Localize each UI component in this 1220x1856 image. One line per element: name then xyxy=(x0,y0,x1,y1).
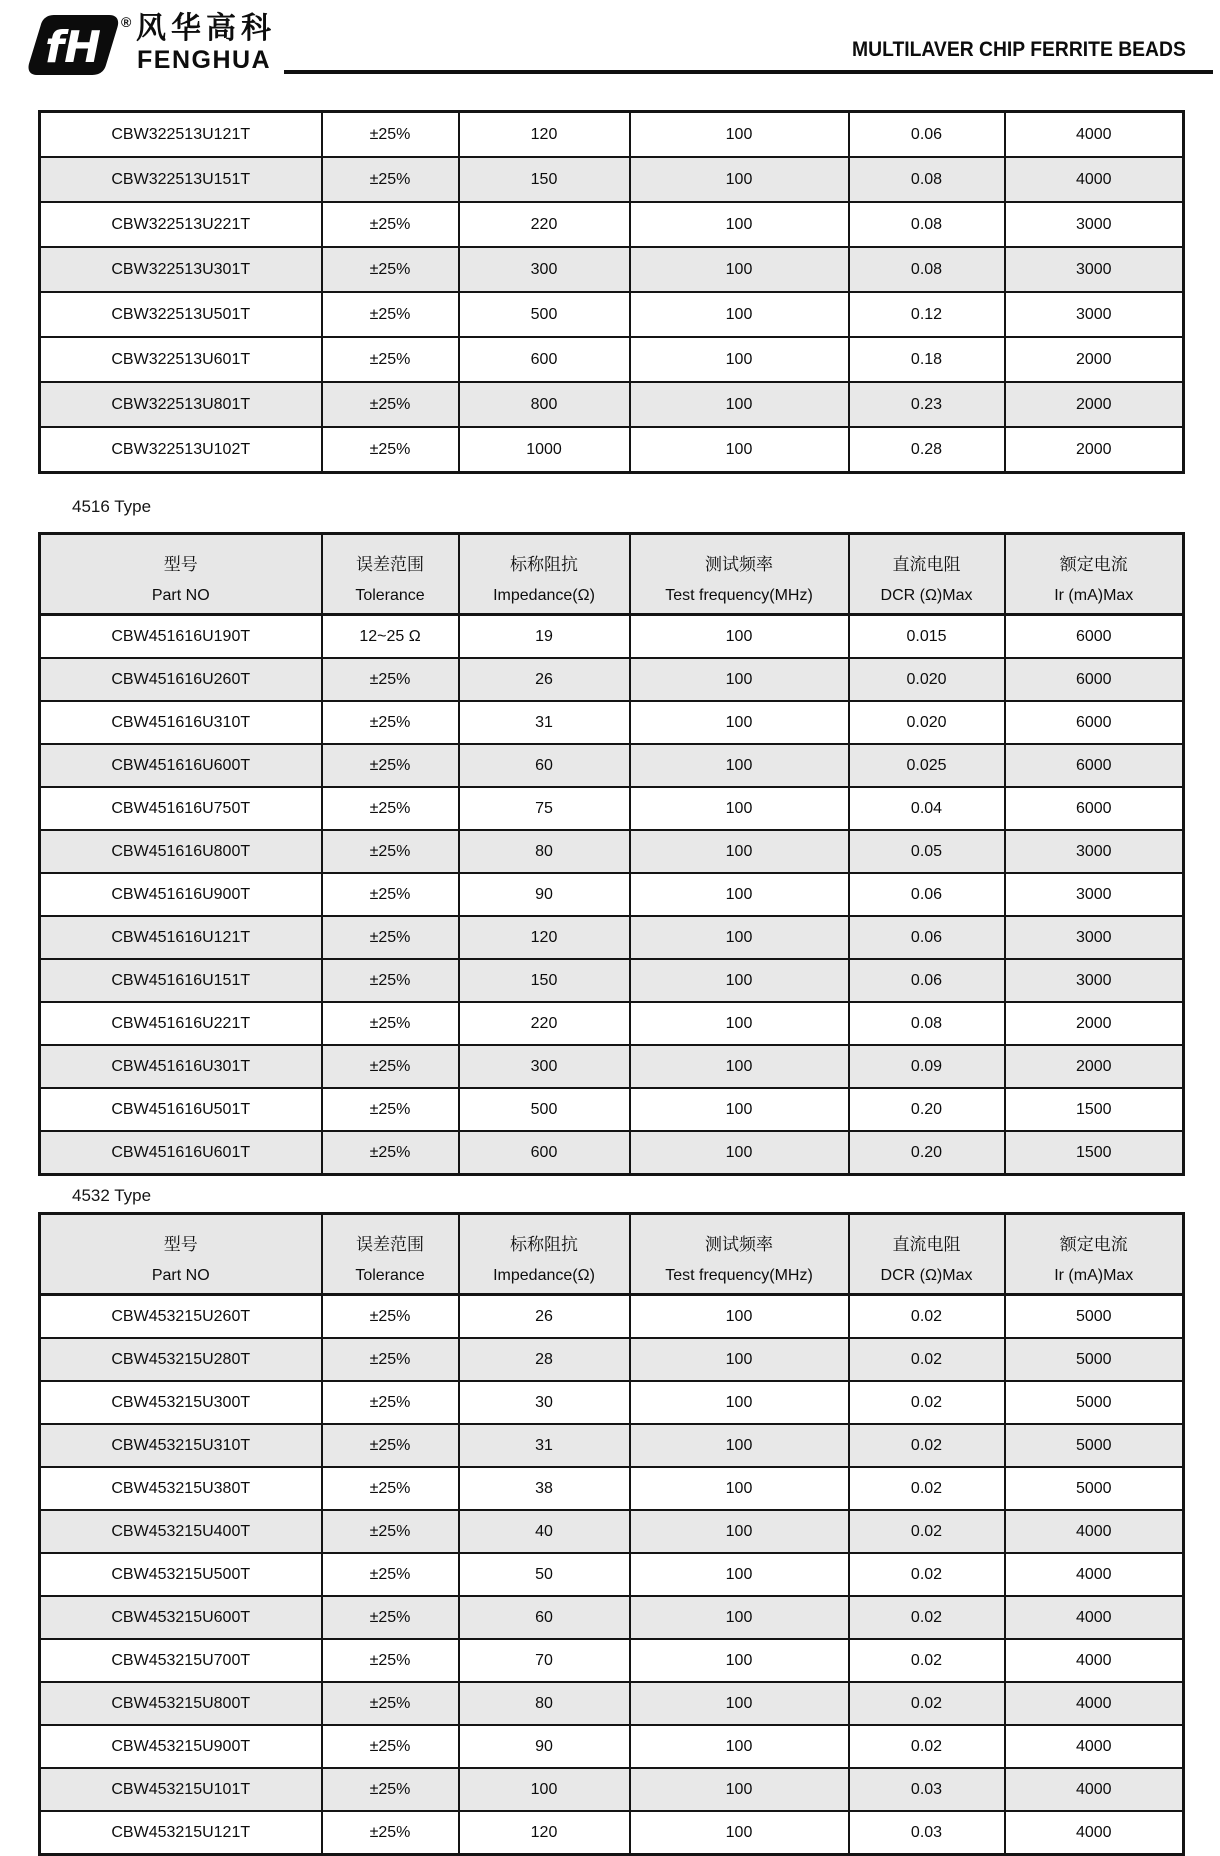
column-header-english: Impedance(Ω) xyxy=(493,586,595,604)
cell-dcr: 0.020 xyxy=(849,658,1005,701)
cell-ir: 4000 xyxy=(1005,1768,1184,1811)
cell-tolerance: ±25% xyxy=(322,1381,459,1424)
column-header-chinese: 直流电阻 xyxy=(892,1234,961,1254)
cell-tolerance: ±25% xyxy=(322,873,459,916)
cell-freq: 100 xyxy=(630,1682,849,1725)
fenghua-logo-icon xyxy=(28,12,120,78)
cell-ir: 6000 xyxy=(1005,615,1184,659)
cell-ir: 3000 xyxy=(1005,292,1184,337)
cell-dcr: 0.20 xyxy=(849,1131,1005,1175)
cell-impedance: 31 xyxy=(459,701,630,744)
spec-table-4516 xyxy=(38,532,1185,1176)
table-row xyxy=(40,658,1184,701)
cell-ir: 6000 xyxy=(1005,701,1184,744)
cell-part: CBW451616U221T xyxy=(40,1002,322,1045)
cell-freq: 100 xyxy=(630,247,849,292)
cell-tolerance: ±25% xyxy=(322,1596,459,1639)
cell-dcr: 0.28 xyxy=(849,427,1005,473)
cell-freq: 100 xyxy=(630,959,849,1002)
cell-freq: 100 xyxy=(630,382,849,427)
cell-freq: 100 xyxy=(630,1002,849,1045)
cell-ir: 5000 xyxy=(1005,1381,1184,1424)
cell-impedance: 60 xyxy=(459,744,630,787)
cell-freq: 100 xyxy=(630,1596,849,1639)
cell-dcr: 0.015 xyxy=(849,615,1005,659)
table-row xyxy=(40,1424,1184,1467)
table-row xyxy=(40,615,1184,659)
cell-tolerance: ±25% xyxy=(322,916,459,959)
cell-freq: 100 xyxy=(630,873,849,916)
cell-impedance: 300 xyxy=(459,247,630,292)
table-row xyxy=(40,830,1184,873)
cell-freq: 100 xyxy=(630,1381,849,1424)
cell-dcr: 0.04 xyxy=(849,787,1005,830)
cell-dcr: 0.06 xyxy=(849,916,1005,959)
cell-dcr: 0.08 xyxy=(849,1002,1005,1045)
spec-table-3225-continued xyxy=(38,110,1185,474)
column-header-impedance xyxy=(459,534,630,615)
cell-part: CBW453215U700T xyxy=(40,1639,322,1682)
table-row xyxy=(40,1596,1184,1639)
cell-tolerance: ±25% xyxy=(322,157,459,202)
cell-freq: 100 xyxy=(630,1510,849,1553)
cell-dcr: 0.02 xyxy=(849,1682,1005,1725)
cell-dcr: 0.02 xyxy=(849,1295,1005,1339)
cell-impedance: 30 xyxy=(459,1381,630,1424)
table-row xyxy=(40,1768,1184,1811)
cell-tolerance: ±25% xyxy=(322,1295,459,1339)
cell-freq: 100 xyxy=(630,1088,849,1131)
cell-ir: 6000 xyxy=(1005,658,1184,701)
cell-impedance: 26 xyxy=(459,658,630,701)
table-row xyxy=(40,1811,1184,1855)
cell-dcr: 0.06 xyxy=(849,873,1005,916)
cell-tolerance: ±25% xyxy=(322,1424,459,1467)
cell-impedance: 500 xyxy=(459,1088,630,1131)
cell-freq: 100 xyxy=(630,1725,849,1768)
cell-freq: 100 xyxy=(630,157,849,202)
table-row xyxy=(40,1725,1184,1768)
cell-tolerance: ±25% xyxy=(322,787,459,830)
cell-ir: 4000 xyxy=(1005,1725,1184,1768)
cell-ir: 5000 xyxy=(1005,1338,1184,1381)
column-header-english: Test frequency(MHz) xyxy=(665,586,813,604)
cell-tolerance: ±25% xyxy=(322,1811,459,1855)
cell-ir: 1500 xyxy=(1005,1088,1184,1131)
column-header-english: DCR (Ω)Max xyxy=(880,1266,973,1284)
table-row xyxy=(40,701,1184,744)
cell-part: CBW451616U190T xyxy=(40,615,322,659)
cell-ir: 1500 xyxy=(1005,1131,1184,1175)
cell-part: CBW453215U121T xyxy=(40,1811,322,1855)
column-header-english: Ir (mA)Max xyxy=(1054,586,1134,604)
cell-tolerance: ±25% xyxy=(322,337,459,382)
cell-part: CBW322513U601T xyxy=(40,337,322,382)
cell-impedance: 28 xyxy=(459,1338,630,1381)
registered-trademark-symbol: ® xyxy=(121,14,132,30)
cell-dcr: 0.02 xyxy=(849,1725,1005,1768)
cell-ir: 5000 xyxy=(1005,1295,1184,1339)
cell-impedance: 50 xyxy=(459,1553,630,1596)
cell-part: CBW453215U900T xyxy=(40,1725,322,1768)
column-header-english: Tolerance xyxy=(355,1266,425,1284)
cell-part: CBW322513U801T xyxy=(40,382,322,427)
cell-impedance: 120 xyxy=(459,112,630,158)
cell-ir: 3000 xyxy=(1005,959,1184,1002)
cell-impedance: 150 xyxy=(459,959,630,1002)
cell-ir: 2000 xyxy=(1005,337,1184,382)
cell-tolerance: ±25% xyxy=(322,1467,459,1510)
svg-text:fH: fH xyxy=(45,22,101,73)
cell-freq: 100 xyxy=(630,202,849,247)
cell-dcr: 0.05 xyxy=(849,830,1005,873)
column-header-english: Impedance(Ω) xyxy=(493,1266,595,1284)
cell-tolerance: ±25% xyxy=(322,247,459,292)
cell-ir: 3000 xyxy=(1005,873,1184,916)
cell-dcr: 0.12 xyxy=(849,292,1005,337)
column-header-tolerance xyxy=(322,534,459,615)
cell-tolerance: ±25% xyxy=(322,1768,459,1811)
cell-freq: 100 xyxy=(630,744,849,787)
section-label-4532-type: 4532 Type xyxy=(72,1186,152,1205)
column-header-chinese: 误差范围 xyxy=(356,1234,424,1254)
table-row xyxy=(40,112,1184,158)
cell-dcr: 0.02 xyxy=(849,1381,1005,1424)
cell-part: CBW451616U900T xyxy=(40,873,322,916)
cell-freq: 100 xyxy=(630,658,849,701)
cell-impedance: 80 xyxy=(459,1682,630,1725)
cell-part: CBW451616U121T xyxy=(40,916,322,959)
cell-dcr: 0.03 xyxy=(849,1811,1005,1855)
logo-english-name: FENGHUA xyxy=(137,46,272,74)
cell-freq: 100 xyxy=(630,1768,849,1811)
table-row xyxy=(40,1510,1184,1553)
cell-tolerance: ±25% xyxy=(322,382,459,427)
cell-ir: 5000 xyxy=(1005,1424,1184,1467)
table-row xyxy=(40,157,1184,202)
cell-impedance: 80 xyxy=(459,830,630,873)
cell-impedance: 220 xyxy=(459,202,630,247)
cell-part: CBW322513U301T xyxy=(40,247,322,292)
table-row xyxy=(40,292,1184,337)
cell-ir: 2000 xyxy=(1005,1002,1184,1045)
cell-impedance: 600 xyxy=(459,337,630,382)
cell-impedance: 70 xyxy=(459,1639,630,1682)
cell-ir: 5000 xyxy=(1005,1467,1184,1510)
cell-tolerance: ±25% xyxy=(322,1510,459,1553)
cell-ir: 4000 xyxy=(1005,112,1184,158)
cell-ir: 3000 xyxy=(1005,202,1184,247)
cell-ir: 2000 xyxy=(1005,382,1184,427)
column-header-english: Part NO xyxy=(151,1266,210,1284)
cell-part: CBW453215U280T xyxy=(40,1338,322,1381)
cell-freq: 100 xyxy=(630,1639,849,1682)
cell-freq: 100 xyxy=(630,112,849,158)
cell-ir: 4000 xyxy=(1005,1510,1184,1553)
table-row xyxy=(40,1088,1184,1131)
cell-part: CBW453215U101T xyxy=(40,1768,322,1811)
cell-ir: 3000 xyxy=(1005,830,1184,873)
cell-freq: 100 xyxy=(630,1553,849,1596)
column-header-english: Part NO xyxy=(151,586,210,604)
cell-impedance: 60 xyxy=(459,1596,630,1639)
cell-dcr: 0.02 xyxy=(849,1424,1005,1467)
cell-dcr: 0.02 xyxy=(849,1467,1005,1510)
column-header-chinese: 误差范围 xyxy=(356,554,424,574)
cell-ir: 4000 xyxy=(1005,1596,1184,1639)
cell-dcr: 0.08 xyxy=(849,247,1005,292)
table-row xyxy=(40,1002,1184,1045)
cell-tolerance: ±25% xyxy=(322,1088,459,1131)
table-row xyxy=(40,1639,1184,1682)
cell-part: CBW451616U601T xyxy=(40,1131,322,1175)
spec-table-4532 xyxy=(38,1212,1185,1856)
cell-impedance: 120 xyxy=(459,916,630,959)
cell-part: CBW453215U300T xyxy=(40,1381,322,1424)
column-header-chinese: 直流电阻 xyxy=(892,554,961,574)
cell-part: CBW453215U800T xyxy=(40,1682,322,1725)
cell-dcr: 0.02 xyxy=(849,1338,1005,1381)
cell-tolerance: ±25% xyxy=(322,1639,459,1682)
column-header-impedance xyxy=(459,1214,630,1295)
column-header-english: DCR (Ω)Max xyxy=(880,586,973,604)
cell-part: CBW453215U400T xyxy=(40,1510,322,1553)
table-row xyxy=(40,427,1184,473)
table-row xyxy=(40,916,1184,959)
cell-dcr: 0.18 xyxy=(849,337,1005,382)
column-header-chinese: 额定电流 xyxy=(1059,1234,1128,1254)
cell-ir: 4000 xyxy=(1005,1553,1184,1596)
table-row xyxy=(40,1682,1184,1725)
cell-freq: 100 xyxy=(630,1467,849,1510)
table-row xyxy=(40,1467,1184,1510)
header-row xyxy=(40,534,1184,615)
cell-dcr: 0.02 xyxy=(849,1553,1005,1596)
cell-dcr: 0.23 xyxy=(849,382,1005,427)
cell-tolerance: ±25% xyxy=(322,658,459,701)
cell-ir: 6000 xyxy=(1005,744,1184,787)
column-header-english: Tolerance xyxy=(355,586,425,604)
table-row xyxy=(40,744,1184,787)
cell-dcr: 0.20 xyxy=(849,1088,1005,1131)
table-row xyxy=(40,337,1184,382)
section-label-4516-type: 4516 Type xyxy=(72,497,152,516)
cell-part: CBW322513U501T xyxy=(40,292,322,337)
table-row xyxy=(40,959,1184,1002)
cell-impedance: 500 xyxy=(459,292,630,337)
cell-freq: 100 xyxy=(630,1811,849,1855)
table-row xyxy=(40,873,1184,916)
cell-dcr: 0.02 xyxy=(849,1510,1005,1553)
cell-dcr: 0.020 xyxy=(849,701,1005,744)
cell-impedance: 120 xyxy=(459,1811,630,1855)
cell-tolerance: ±25% xyxy=(322,202,459,247)
table-row xyxy=(40,1045,1184,1088)
cell-part: CBW451616U310T xyxy=(40,701,322,744)
logo-chinese-name: 风华高科 xyxy=(136,12,276,45)
cell-dcr: 0.03 xyxy=(849,1768,1005,1811)
cell-freq: 100 xyxy=(630,1424,849,1467)
cell-part: CBW451616U750T xyxy=(40,787,322,830)
cell-freq: 100 xyxy=(630,427,849,473)
cell-tolerance: ±25% xyxy=(322,1131,459,1175)
table-row xyxy=(40,1381,1184,1424)
cell-tolerance: ±25% xyxy=(322,112,459,158)
cell-impedance: 600 xyxy=(459,1131,630,1175)
cell-freq: 100 xyxy=(630,701,849,744)
column-header-chinese: 额定电流 xyxy=(1059,554,1128,574)
cell-part: CBW453215U260T xyxy=(40,1295,322,1339)
cell-dcr: 0.02 xyxy=(849,1639,1005,1682)
cell-tolerance: ±25% xyxy=(322,1045,459,1088)
cell-dcr: 0.02 xyxy=(849,1596,1005,1639)
cell-tolerance: ±25% xyxy=(322,1338,459,1381)
column-header-chinese: 测试频率 xyxy=(705,554,773,574)
cell-freq: 100 xyxy=(630,615,849,659)
cell-part: CBW451616U301T xyxy=(40,1045,322,1088)
cell-part: CBW322513U221T xyxy=(40,202,322,247)
cell-impedance: 150 xyxy=(459,157,630,202)
page-title: MULTILAVER CHIP FERRITE BEADS xyxy=(852,38,1186,61)
table-row xyxy=(40,1295,1184,1339)
cell-ir: 3000 xyxy=(1005,916,1184,959)
header-divider xyxy=(284,70,1213,74)
table-row xyxy=(40,1338,1184,1381)
cell-part: CBW451616U800T xyxy=(40,830,322,873)
cell-part: CBW451616U600T xyxy=(40,744,322,787)
cell-impedance: 75 xyxy=(459,787,630,830)
table-row xyxy=(40,382,1184,427)
cell-impedance: 800 xyxy=(459,382,630,427)
cell-tolerance: ±25% xyxy=(322,427,459,473)
table-row xyxy=(40,202,1184,247)
cell-part: CBW322513U102T xyxy=(40,427,322,473)
cell-ir: 4000 xyxy=(1005,157,1184,202)
cell-dcr: 0.025 xyxy=(849,744,1005,787)
cell-impedance: 19 xyxy=(459,615,630,659)
cell-tolerance: ±25% xyxy=(322,1553,459,1596)
cell-freq: 100 xyxy=(630,1295,849,1339)
cell-ir: 4000 xyxy=(1005,1811,1184,1855)
table-row xyxy=(40,1131,1184,1175)
cell-freq: 100 xyxy=(630,916,849,959)
column-header-chinese: 标称阻抗 xyxy=(510,554,578,574)
cell-impedance: 1000 xyxy=(459,427,630,473)
column-header-part-no xyxy=(40,534,322,615)
column-header-dcr-max xyxy=(849,1214,1005,1295)
cell-part: CBW322513U151T xyxy=(40,157,322,202)
column-header-english: Ir (mA)Max xyxy=(1054,1266,1134,1284)
cell-impedance: 26 xyxy=(459,1295,630,1339)
cell-freq: 100 xyxy=(630,1338,849,1381)
cell-freq: 100 xyxy=(630,292,849,337)
cell-freq: 100 xyxy=(630,1131,849,1175)
cell-tolerance: ±25% xyxy=(322,830,459,873)
cell-dcr: 0.06 xyxy=(849,112,1005,158)
cell-impedance: 100 xyxy=(459,1768,630,1811)
column-header-chinese: 测试频率 xyxy=(705,1234,773,1254)
cell-part: CBW453215U380T xyxy=(40,1467,322,1510)
cell-dcr: 0.08 xyxy=(849,157,1005,202)
cell-tolerance: 12~25 Ω xyxy=(322,615,459,659)
column-header-chinese: 型号 xyxy=(163,554,198,574)
cell-part: CBW453215U500T xyxy=(40,1553,322,1596)
cell-part: CBW451616U151T xyxy=(40,959,322,1002)
cell-ir: 2000 xyxy=(1005,1045,1184,1088)
header-row xyxy=(40,1214,1184,1295)
column-header-part-no xyxy=(40,1214,322,1295)
cell-tolerance: ±25% xyxy=(322,1682,459,1725)
cell-freq: 100 xyxy=(630,830,849,873)
cell-freq: 100 xyxy=(630,787,849,830)
column-header-dcr-max xyxy=(849,534,1005,615)
column-header-tolerance xyxy=(322,1214,459,1295)
cell-ir: 2000 xyxy=(1005,427,1184,473)
column-header-chinese: 型号 xyxy=(163,1234,198,1254)
column-header-ir-ma-max xyxy=(1005,1214,1184,1295)
cell-tolerance: ±25% xyxy=(322,292,459,337)
cell-impedance: 40 xyxy=(459,1510,630,1553)
cell-impedance: 90 xyxy=(459,1725,630,1768)
cell-ir: 4000 xyxy=(1005,1682,1184,1725)
cell-tolerance: ±25% xyxy=(322,744,459,787)
cell-tolerance: ±25% xyxy=(322,959,459,1002)
cell-impedance: 31 xyxy=(459,1424,630,1467)
cell-impedance: 300 xyxy=(459,1045,630,1088)
cell-part: CBW453215U310T xyxy=(40,1424,322,1467)
cell-dcr: 0.08 xyxy=(849,202,1005,247)
cell-tolerance: ±25% xyxy=(322,701,459,744)
cell-tolerance: ±25% xyxy=(322,1725,459,1768)
cell-impedance: 220 xyxy=(459,1002,630,1045)
cell-ir: 6000 xyxy=(1005,787,1184,830)
cell-ir: 4000 xyxy=(1005,1639,1184,1682)
column-header-test-frequency-mhz xyxy=(630,534,849,615)
table-row xyxy=(40,787,1184,830)
cell-part: CBW451616U501T xyxy=(40,1088,322,1131)
cell-tolerance: ±25% xyxy=(322,1002,459,1045)
column-header-test-frequency-mhz xyxy=(630,1214,849,1295)
column-header-chinese: 标称阻抗 xyxy=(510,1234,578,1254)
table-row xyxy=(40,247,1184,292)
cell-dcr: 0.06 xyxy=(849,959,1005,1002)
cell-part: CBW453215U600T xyxy=(40,1596,322,1639)
column-header-english: Test frequency(MHz) xyxy=(665,1266,813,1284)
cell-impedance: 38 xyxy=(459,1467,630,1510)
cell-freq: 100 xyxy=(630,1045,849,1088)
column-header-ir-ma-max xyxy=(1005,534,1184,615)
cell-dcr: 0.09 xyxy=(849,1045,1005,1088)
cell-impedance: 90 xyxy=(459,873,630,916)
table-row xyxy=(40,1553,1184,1596)
cell-part: CBW451616U260T xyxy=(40,658,322,701)
cell-part: CBW322513U121T xyxy=(40,112,322,158)
cell-freq: 100 xyxy=(630,337,849,382)
cell-ir: 3000 xyxy=(1005,247,1184,292)
